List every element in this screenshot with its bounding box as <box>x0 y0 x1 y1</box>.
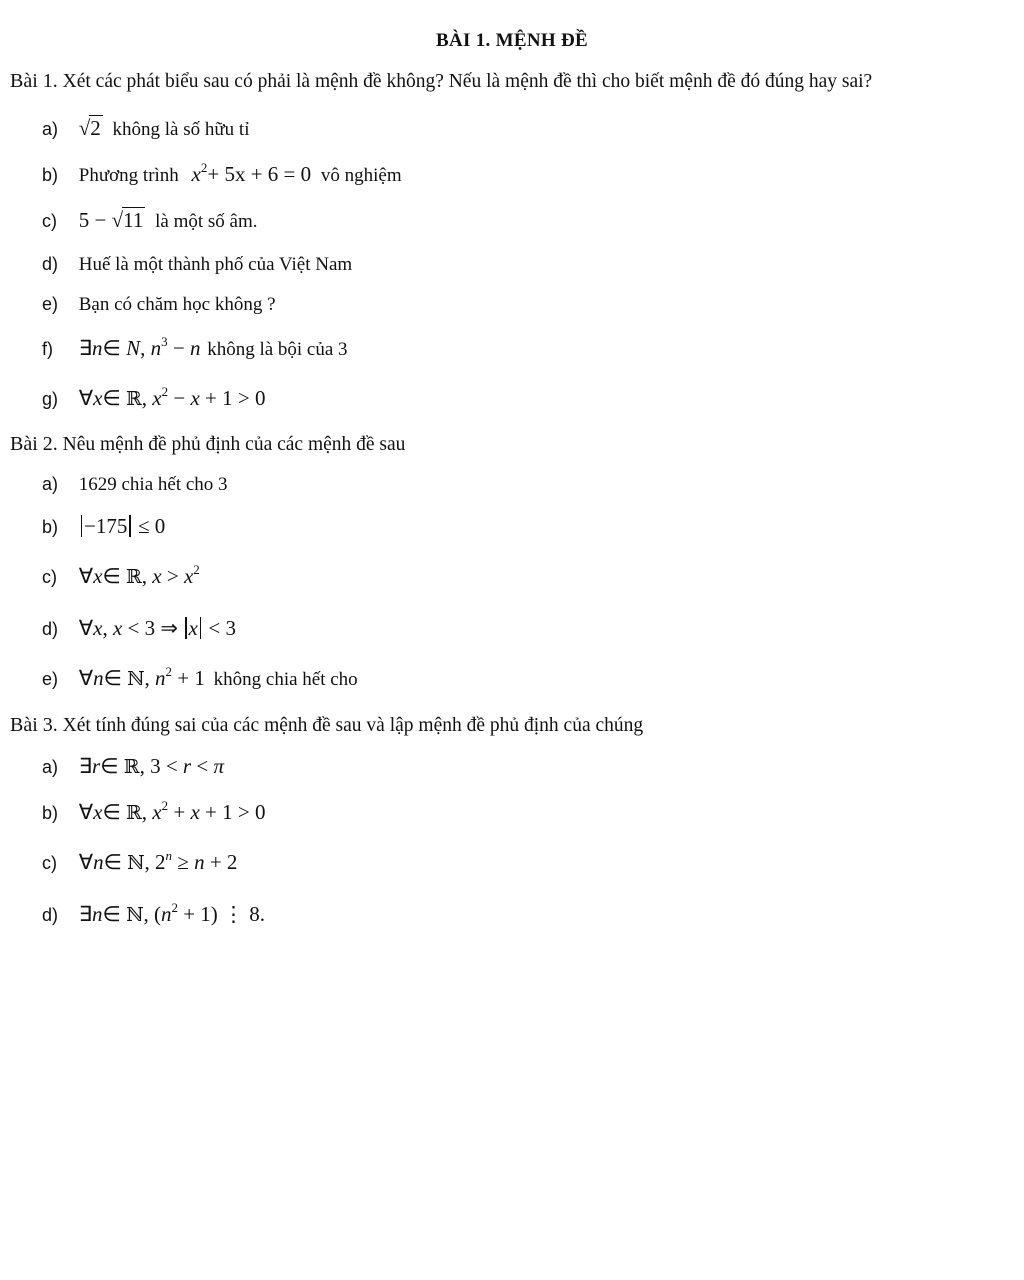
item-text: là một số âm. <box>155 211 258 232</box>
item-label: a) <box>42 757 59 777</box>
item-label: g) <box>42 389 59 409</box>
item-text: 1629 chia hết cho 3 <box>78 474 228 495</box>
exercise-2-item-e <box>42 666 1002 691</box>
item-label: a) <box>42 119 59 139</box>
exercise-3-number: Bài 3. <box>10 714 58 736</box>
exercise-2-item-b <box>42 514 1002 539</box>
math-expression: ∀x∈ ℝ, $x^2 + x + 1 > 0$ <box>78 798 266 824</box>
exercise-2-item-d <box>42 616 1002 641</box>
item-text: vô nghiệm <box>320 165 402 186</box>
item-label: b) <box>42 517 59 537</box>
math-expression: ∀n∈ ℕ, $2^n \ge n + 2$ <box>78 848 238 874</box>
math-expression: ∃n∈ N, $n^3 - n$ <box>78 334 201 360</box>
math-expression: ∀x∈ ℝ, $x^2 - x + 1 > 0$ <box>78 384 266 410</box>
page-title: BÀI 1. MỆNH ĐỀ <box>436 30 588 51</box>
exercise-1-heading <box>10 70 1010 93</box>
exercise-1-number: Bài 1. <box>10 70 58 92</box>
exercise-1-item-f <box>42 336 1002 361</box>
item-label: b) <box>42 803 59 823</box>
math-expression: −175 ≤ 0 <box>79 514 165 538</box>
math-expression: ∃n∈ ℕ, $(n^2 + 1)$ ⋮ 8. <box>78 900 266 926</box>
math-expression: ∀n∈ ℕ, $n^2 + 1$ <box>78 664 205 690</box>
item-lead-text: Phương trình <box>78 165 179 186</box>
math-expression: $x^2+ 5x + 6 = 0$ <box>191 160 312 186</box>
item-label: d) <box>42 905 59 925</box>
math-expression: ∀x∈ ℝ, $x > x^2$ <box>78 562 200 588</box>
item-label: d) <box>42 619 59 639</box>
exercise-2-item-c <box>42 564 1002 589</box>
exercise-3-item-a <box>42 754 1002 779</box>
exercise-3-item-d <box>42 902 1002 927</box>
exercise-1-item-b <box>42 162 1002 187</box>
item-text: không là bội của 3 <box>207 339 348 360</box>
item-text: Bạn có chăm học không ? <box>78 294 276 315</box>
math-expression: ∀x, x < 3 ⇒ x < 3 <box>78 616 236 640</box>
item-text: Huế là một thành phố của Việt Nam <box>78 254 353 275</box>
exercise-1-item-c <box>42 208 1002 233</box>
math-expression: √2 <box>78 116 101 140</box>
exercise-2-prompt: Nêu mệnh đề phủ định của các mệnh đề sau <box>62 434 406 455</box>
item-label: e) <box>42 669 59 689</box>
exercise-3-heading <box>10 714 1010 737</box>
math-expression: ∃r∈ ℝ, 3 < r < π <box>78 754 224 778</box>
exercise-3-item-b <box>42 800 1002 825</box>
exercise-3-item-c <box>42 850 1002 875</box>
item-label: d) <box>42 254 59 274</box>
item-label: c) <box>42 853 57 873</box>
exercise-2-item-a <box>42 474 1002 496</box>
item-label: e) <box>42 294 59 314</box>
item-label: f) <box>42 339 53 359</box>
exercise-1-item-a <box>42 116 1002 141</box>
math-expression: 5 − √11 <box>78 208 144 232</box>
exercise-3-prompt: Xét tính đúng sai của các mệnh đề sau và lập mệnh đề phủ định của chúng <box>62 715 644 736</box>
item-label: a) <box>42 474 59 494</box>
exercise-1-item-g <box>42 386 1002 411</box>
exercise-2-heading <box>10 433 1010 456</box>
item-label: c) <box>42 211 57 231</box>
item-text: không chia hết cho <box>213 669 358 690</box>
exercise-1-prompt: Xét các phát biểu sau có phải là mệnh đề không? Nếu là mệnh đề thì cho biết mệnh đề đó đúng hay sai? <box>62 71 873 92</box>
exercise-1-item-e <box>42 294 1002 316</box>
exercise-2-number: Bài 2. <box>10 433 58 455</box>
exercise-1-item-d <box>42 254 1002 276</box>
item-label: b) <box>42 165 59 185</box>
item-label: c) <box>42 567 57 587</box>
item-text: không là số hữu tỉ <box>112 119 250 140</box>
